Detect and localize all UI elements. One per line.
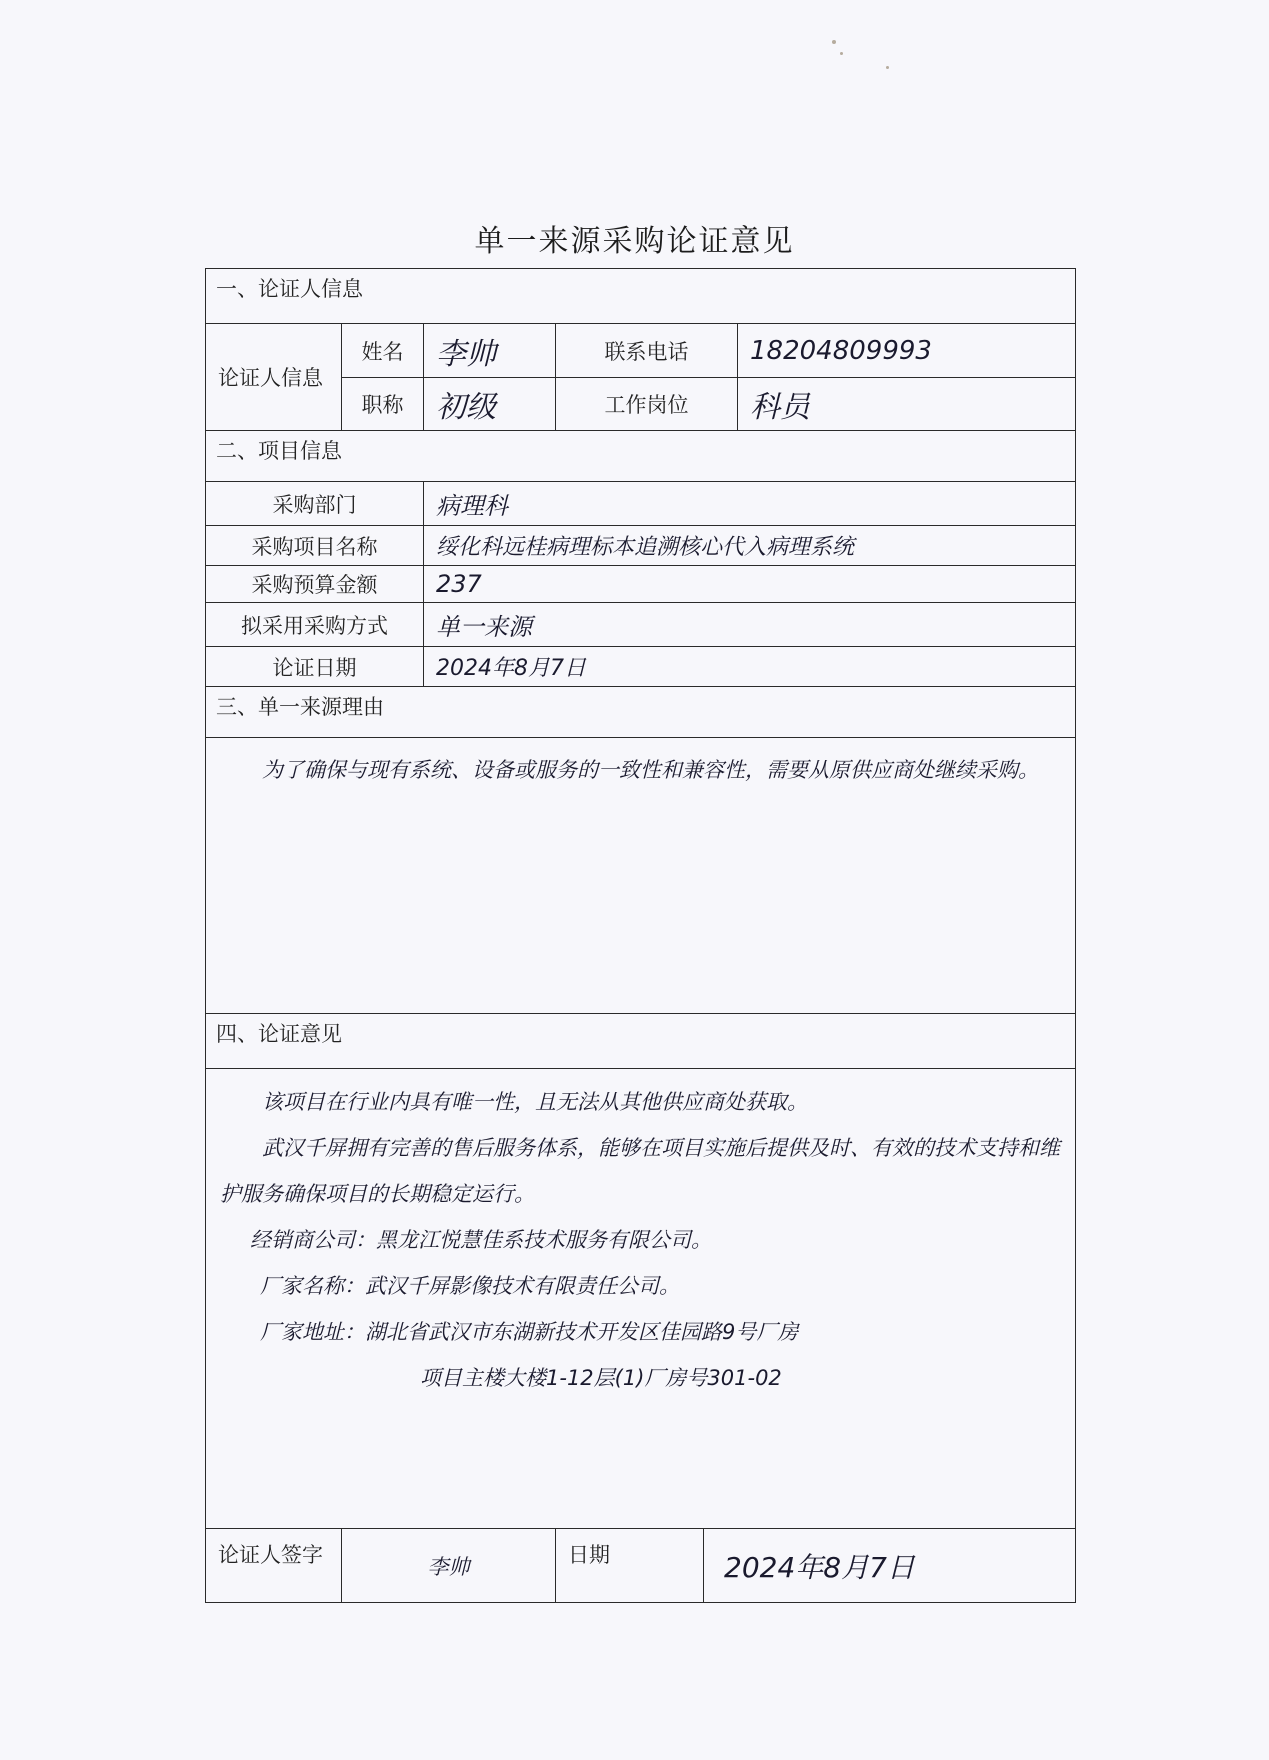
section1-heading: 一、论证人信息 [206,269,1076,324]
title-value: 初级 [424,378,556,431]
post-label: 工作岗位 [556,378,738,431]
argument-opinion [206,1069,1076,1529]
argument-form [205,268,1076,1603]
post-value: 科员 [738,378,1076,431]
paper-speck [840,52,843,55]
signature-value: 李帅 [342,1529,556,1603]
section4-heading: 四、论证意见 [206,1014,1076,1069]
phone-value: 18204809993 [738,324,1076,378]
single-source-reason: 为了确保与现有系统、设备或服务的一致性和兼容性，需要从原供应商处继续采购。 [206,738,1076,1014]
opinion-line: 项目主楼大楼1-12层(1)厂房号301-02 [420,1366,782,1390]
paper-speck [886,66,889,69]
group-label: 论证人信息 [206,324,342,431]
project-row-value: 绥化科远桂病理标本追溯核心代入病理系统 [424,526,1076,566]
opinion-line: 武汉千屏拥有完善的售后服务体系，能够在项目实施后提供及时、有效的技术支持和维护服务确保项目的长期稳定运行。 [220,1136,1060,1206]
project-row-value: 237 [424,566,1076,603]
project-row-value: 病理科 [424,482,1076,526]
project-row-label: 拟采用采购方式 [206,603,424,647]
section2-heading: 二、项目信息 [206,431,1076,482]
date-value: 2024年8月7日 [704,1529,1076,1603]
paper-speck [832,40,836,44]
signature-label: 论证人签字 [206,1529,342,1603]
name-value: 李帅 [424,324,556,378]
project-row-label: 采购预算金额 [206,566,424,603]
opinion-line: 厂家地址：湖北省武汉市东湖新技术开发区佳园路9号厂房 [260,1320,799,1344]
title-label: 职称 [342,378,424,431]
project-row-label: 采购项目名称 [206,526,424,566]
date-label: 日期 [556,1529,704,1603]
phone-label: 联系电话 [556,324,738,378]
project-row-label: 论证日期 [206,647,424,687]
opinion-line: 厂家名称：武汉千屏影像技术有限责任公司。 [260,1274,680,1298]
project-row-value: 单一来源 [424,603,1076,647]
name-label: 姓名 [342,324,424,378]
section3-heading: 三、单一来源理由 [206,687,1076,738]
project-row-label: 采购部门 [206,482,424,526]
project-row-value: 2024年8月7日 [424,647,1076,687]
opinion-line: 经销商公司：黑龙江悦慧佳系技术服务有限公司。 [250,1228,712,1252]
opinion-line: 该项目在行业内具有唯一性，且无法从其他供应商处获取。 [262,1090,808,1114]
page-title: 单一来源采购论证意见 [474,224,795,259]
